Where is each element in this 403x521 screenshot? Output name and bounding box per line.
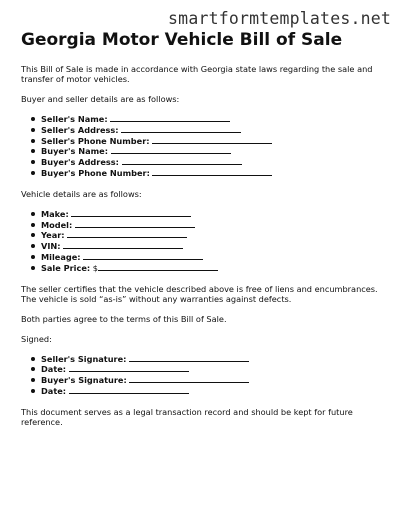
model-label: Model: — [41, 219, 73, 230]
vin-field[interactable] — [63, 241, 183, 249]
buyer-date-item — [30, 386, 391, 397]
mileage-item — [30, 252, 391, 263]
make-field[interactable] — [71, 209, 191, 217]
intro-paragraph: This Bill of Sale is made in accordance with Georgia state laws regarding the sale and transfer of motor vehicles. — [21, 64, 373, 84]
seller-signature-field[interactable] — [129, 354, 249, 362]
sale-price-item — [30, 263, 391, 274]
signatures-list — [21, 354, 391, 397]
seller-name-item — [30, 114, 391, 125]
vehicle-intro: Vehicle details are as follows: — [21, 188, 142, 199]
seller-signature-label: Seller's Signature: — [41, 353, 127, 364]
year-label: Year: — [41, 230, 65, 241]
seller-date-field[interactable] — [69, 364, 189, 372]
vehicle-list — [21, 209, 391, 274]
document-body — [21, 30, 391, 437]
seller-address-label: Seller's Address: — [41, 124, 119, 135]
seller-address-field[interactable] — [121, 125, 241, 133]
sale-price-field[interactable] — [98, 263, 218, 271]
parties-list — [21, 114, 391, 179]
seller-date-label: Date: — [41, 364, 67, 375]
buyer-name-item — [30, 146, 391, 157]
buyer-phone-field[interactable] — [152, 168, 272, 176]
seller-signature-item — [30, 354, 391, 365]
buyer-date-label: Date: — [41, 385, 67, 396]
seller-date-item — [30, 364, 391, 375]
year-item — [30, 230, 391, 241]
seller-phone-field[interactable] — [152, 136, 272, 144]
seller-phone-label: Seller's Phone Number: — [41, 135, 150, 146]
buyer-phone-item — [30, 168, 391, 179]
seller-name-label: Seller's Name: — [41, 114, 108, 124]
currency-symbol: $ — [92, 262, 98, 273]
make-item — [30, 209, 391, 220]
vin-label: VIN: — [41, 241, 61, 252]
buyer-address-item — [30, 157, 391, 168]
buyer-signature-item — [30, 375, 391, 386]
vin-item — [30, 241, 391, 252]
buyer-address-field[interactable] — [122, 157, 242, 165]
sale-price-label: Sale Price: — [41, 262, 91, 273]
buyer-phone-label: Buyer's Phone Number: — [41, 167, 150, 178]
seller-name-field[interactable] — [110, 114, 230, 122]
buyer-address-label: Buyer's Address: — [41, 157, 119, 168]
buyer-name-label: Buyer's Name: — [41, 146, 108, 157]
document-title: Georgia Motor Vehicle Bill of Sale — [21, 30, 343, 50]
model-item — [30, 220, 391, 231]
buyer-signature-field[interactable] — [129, 375, 249, 383]
model-field[interactable] — [75, 220, 195, 228]
seller-address-item — [30, 125, 391, 136]
seller-phone-item — [30, 136, 391, 147]
closing-paragraph: This document serves as a legal transaction record and should be kept for future reference. — [21, 406, 353, 427]
make-label: Make: — [41, 208, 69, 219]
buyer-date-field[interactable] — [69, 386, 189, 394]
agreement-paragraph: Both parties agree to the terms of this Bill of Sale. — [21, 313, 227, 324]
parties-intro: Buyer and seller details are as follows: — [21, 94, 180, 104]
year-field[interactable] — [67, 230, 187, 238]
mileage-label: Mileage: — [41, 251, 81, 262]
buyer-name-field[interactable] — [111, 146, 231, 154]
mileage-field[interactable] — [83, 252, 203, 260]
certification-paragraph: The seller certifies that the vehicle described above is free of liens and encumbrances. The vehicle is sold “as-is” without any warranties against defects. — [21, 283, 378, 304]
signed-intro: Signed: — [21, 333, 52, 344]
watermark: smartformtemplates.net — [168, 9, 391, 28]
buyer-signature-label: Buyer's Signature: — [41, 375, 127, 386]
